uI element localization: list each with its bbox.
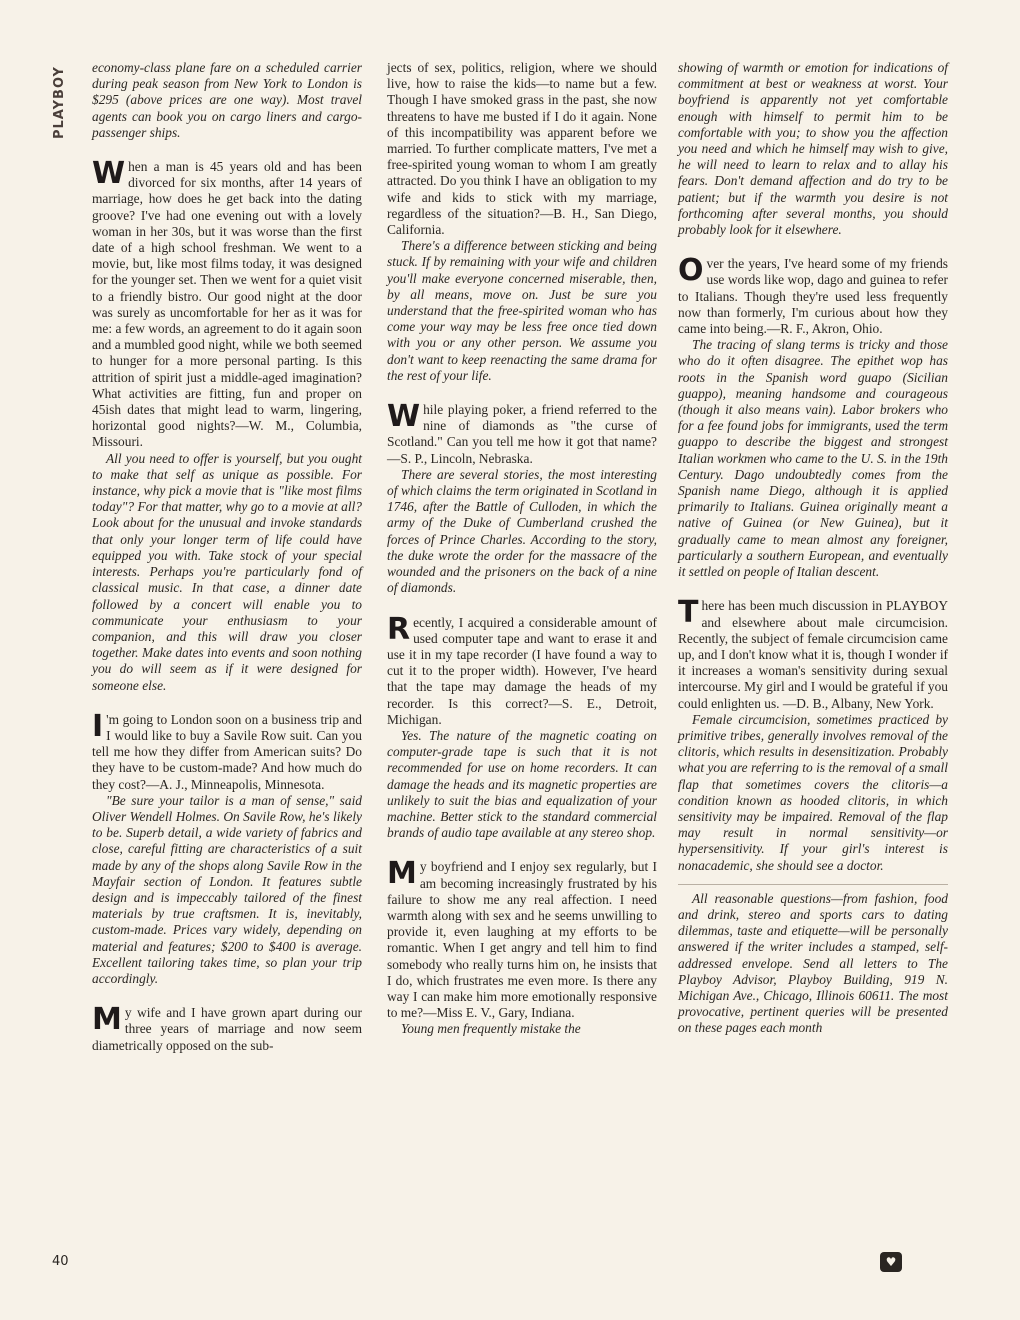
drop-cap: W	[387, 399, 421, 435]
column-3	[678, 60, 948, 1037]
magazine-name-vertical: PLAYBOY	[52, 66, 67, 139]
question-text: hen a man is 45 years old and has been divorced for six months, after 14 years of marriage, how does he get back into the dating groove? I've had one evening out with a lovely woman in her 30s, but it was worse than the first date of a high school freshman. We went to a movie, but, like most films today, it was designed for the younger set. Then we went for a quiet visit to a friendly bistro. Our good night at the door was surely as uncomfortable for her as it was for me: a few words, an agreement to do it again soon and a mumbled good night, while we both seemed to hunger for a more personal parting. Is this attrition of spirit just a middle-aged imagination? What activities are fitting, fun and proper on 45ish dates that might lead to warm, lingering, horizontal good nights?—W. M., Columbia, Missouri.	[92, 159, 362, 450]
drop-cap: M	[92, 1002, 122, 1038]
column-2	[387, 60, 657, 1038]
answer-marriage: There's a difference between sticking and being stuck. If by remaining with your wife and children you'll make everyone concerned miserable, then, by all means, move on. Just be sure you understand that the free-spirited woman who has come your way may be less free once tied down with you or any other person. We assume you don't want to keep reenacting the same drama for the rest of your life.	[387, 238, 657, 383]
drop-cap: W	[92, 156, 126, 192]
drop-cap: I	[92, 708, 104, 744]
drop-cap: R	[387, 611, 411, 647]
answer-nine-of-diamonds: There are several stories, the most interesting of which claims the term originated in Scotland in 1746, after the Battle of Culloden, in which the army of the Duke of Cumberland crushed the forces of Prince Charles. According to the story, the duke wrote the order for the massacre of the wounded and the prisoners on the back of a nine of diamonds.	[387, 466, 657, 596]
column-1	[92, 60, 362, 1054]
answer-dating: All you need to offer is yourself, but you ought to make that self as unique as possible. For instance, why pick a movie that is "like most films today"? For that matter, why go to a movie at all? Look about for the unusual and invoke standards that only your longer term of life could have equipped you with. Take stock of your special interests. Perhaps you're particularly fond of classical music. In that case, a dinner date followed by a concert will enable you to communicate your enthusiasm to your companion, and this will draw you closer together. Make dates into events and soon nothing you do will seem as if it were designed for someone else.	[92, 450, 362, 693]
answer-slang: The tracing of slang terms is tricky and those who do it often disagree. The epithet wop has roots in the Spanish word guapo (Sicilian guappo), meaning handsome and courageous (though it also means vain). Labor brokers who for a fee found jobs for immigrants, used the term guappo to describe the biggest and strongest Italian workmen who came to the U. S. in the 19th Century. Dago undoubtedly comes from the Spanish name Diego, although it is applied primarily to Italians. Guinea originally meant a native of Guinea (or New Guinea), but it gradually came to mean almost any foreigner, particularly a southern European, and eventually it settled on people of Italian descent.	[678, 337, 948, 580]
question-dating	[92, 156, 362, 451]
end-mark-bunny-icon: ♥	[880, 1252, 902, 1272]
question-boyfriend	[387, 856, 657, 1021]
question-marriage	[92, 1002, 362, 1054]
question-text: y boyfriend and I enjoy sex regularly, but I am becoming increasingly frustrated by his failure to show me any real affection. I need warmth along with sex and he seems unwilling to provide it, even laughing at my efforts to be romantic. When I get angry and tell him to find somebody who really turns him on, he insists that I do, which frustrates me even more. Is there any way I can make him more emotionally responsive to me?—Miss E. V., Gary, Indiana.	[387, 859, 657, 1021]
question-savile-row	[92, 708, 362, 793]
divider	[678, 884, 948, 885]
answer-continued: economy-class plane fare on a scheduled carrier during peak season from New York to London is $295 (above prices are one way). Most travel agents can book you on cargo liners and cargo-passenger ships.	[92, 60, 362, 140]
question-text: here has been much discussion in PLAYBOY and elsewhere about male circumcision. Recently, the subject of female circumcision came up, and I don't know what it is, though I wonder if it increases a woman's sensitivity during sexual intercourse. My girl and I would be grateful if you could enlighten us. —D. B., Albany, New York.	[678, 598, 948, 711]
answer-savile-row: "Be sure your tailor is a man of sense," said Oliver Wendell Holmes. On Savile Row, he's likely to be. Superb detail, a wide variety of fabrics and close, careful fitting are characteristics of a suit made by any of the shops along Savile Row in the Mayfair section of London. It features subtle design and is impeccably tailored of the finest materials by true craftsmen. It is, inevitably, custom-made. Prices vary widely, depending on material and features; $200 to $400 is average. Excellent tailoring takes time, so plan your trip accordingly.	[92, 792, 362, 986]
question-text: ver the years, I've heard some of my friends use words like wop, dago and guinea to refer to Italians. Though they're used less frequently now than formerly, I'm curious about how they came into being.—R. F., Akron, Ohio.	[678, 256, 948, 337]
answer-computer-tape: Yes. The nature of the magnetic coating on computer-grade tape is such that it is not recommended for use on home recorders. It can damage the heads and its magnetic properties are unlikely to suit the bias and equalization of your machine. Better stick to the standard commercial brands of audio tape available at any stereo shop.	[387, 727, 657, 841]
question-text: ecently, I acquired a considerable amount of used computer tape and want to erase it and use it in my tape recorder (I have found a way to cut it to the proper width). However, I've heard that the tape may damage the heads of my recorder. Is this correct?—S. E., Detroit, Michigan.	[387, 614, 657, 727]
drop-cap: T	[678, 595, 699, 631]
page-number: 40	[52, 1254, 69, 1269]
question-marriage-continued: jects of sex, politics, religion, where we should live, how to raise the kids—to name but a few. Though I have smoked grass in the past, she now threatens to have me busted if I do it again. None of this incompatibility was apparent before we married. To further complicate matters, I've met a free-spirited young woman to whom I am greatly attracted. Do you think I have an obligation to my wife and kids to stick with my marriage, regardless of the situation?—B. H., San Diego, California.	[387, 60, 657, 238]
question-circumcision	[678, 595, 948, 711]
drop-cap: O	[678, 253, 704, 289]
question-text: 'm going to London soon on a business trip and I would like to buy a Savile Row suit. Can you tell me how they differ from American suits? Do they have to be custom-made? And how much do they cost?—A. J., Minneapolis, Minnesota.	[92, 711, 362, 792]
question-nine-of-diamonds	[387, 399, 657, 467]
question-slang	[678, 253, 948, 337]
question-text: hile playing poker, a friend referred to the nine of diamonds as "the curse of Scotland." Can you tell me how it got that name?—S. P., Lincoln, Nebraska.	[387, 402, 657, 466]
answer-boyfriend-continued: showing of warmth or emotion for indications of commitment at best or weakness at worst. Your boyfriend is apparently not yet comfortable enough with himself to permit him to be comfortable with you; to show you the affection you need and which he himself may wish to give, he will need to learn to relax and to allay his fears. Don't demand affection and do try to be patient; but if the warmth you desire is not forthcoming after several months, you should probably look for it elsewhere.	[678, 60, 948, 238]
answer-circumcision: Female circumcision, sometimes practiced by primitive tribes, generally involves removal of the clitoris, which results in desensitization. Probably what you are referring to is the removal of a small flap that sometimes covers the clitoris—a condition known as hooded clitoris, in which sensitivity may be impaired. Removal of the flap may result in normal sensitivity—or hypersensitivity. If your girl's interest is nonacademic, she should see a doctor.	[678, 711, 948, 873]
closing-note: All reasonable questions—from fashion, food and drink, stereo and sports cars to dating dilemmas, taste and etiquette—will be personally answered if the writer includes a stamped, self-addressed envelope. Send all letters to The Playboy Advisor, Playboy Building, 919 N. Michigan Ave., Chicago, Illinois 60611. The most provocative, pertinent queries will be presented on these pages each month	[678, 890, 948, 1036]
drop-cap: M	[387, 856, 417, 892]
answer-boyfriend-start: Young men frequently mistake the	[401, 1021, 581, 1037]
question-text: y wife and I have grown apart during our three years of marriage and now seem diametrically opposed on the sub-	[92, 1005, 362, 1053]
question-computer-tape	[387, 611, 657, 728]
